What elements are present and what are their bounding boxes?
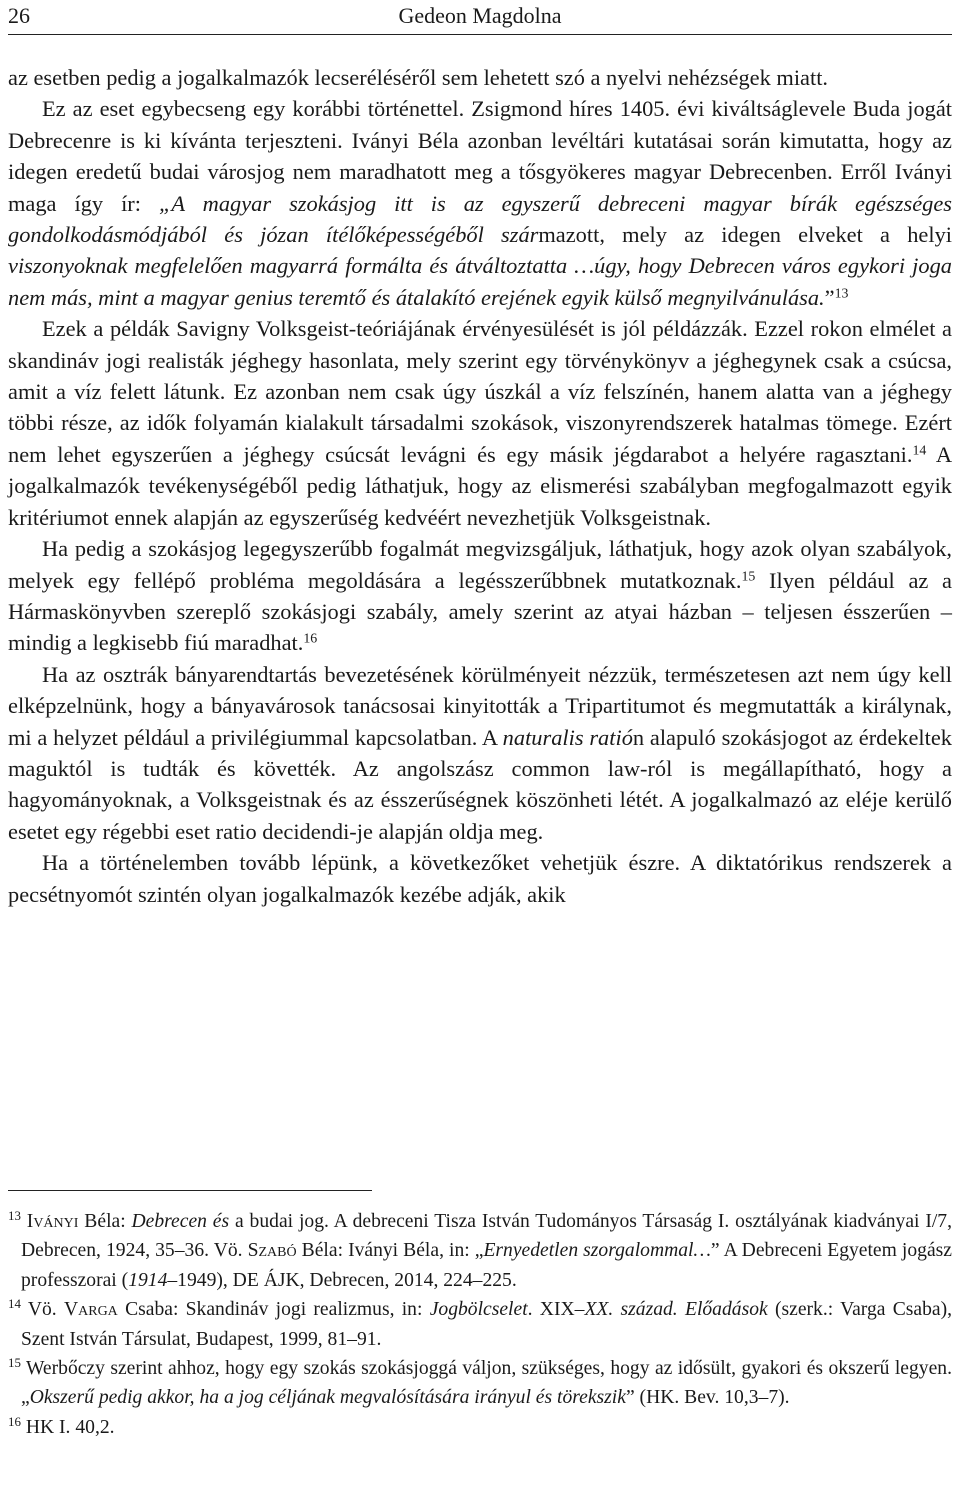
- paragraph-text: Ilyen például az a Hármaskönyvben szereplő szokásjogi szabály, amely szerint az atyai házban – teljesen ésszerűen – mindig a legkisebb fiú maradhat.: [8, 567, 952, 656]
- title-italic: Ernyedetlen szorgalommal…: [483, 1240, 711, 1262]
- author-name: Iványi: [26, 1211, 79, 1232]
- quotation-italic: Okszerű pedig akkor, ha a jog céljának megvalósítására irányul és törekszik: [29, 1387, 626, 1409]
- footnote-text: Béla: Iványi Béla, in: „: [296, 1240, 484, 1262]
- footnote-text: ” (HK. Bev. 10,3–7).: [625, 1387, 790, 1409]
- author-name: Varga: [63, 1299, 118, 1321]
- paragraph-3: [8, 313, 952, 533]
- title-italic: XX. század. Előadások: [584, 1299, 768, 1321]
- footnote-ref-14[interactable]: 14: [912, 443, 927, 459]
- paragraph-5: [8, 659, 952, 847]
- footnote-text: a budai jog. A debreceni Tisza István Tudományos Társaság I. osztályának kiadványai I/7, Debrecen, 1924, 35–36. Vö.: [21, 1211, 952, 1262]
- title-italic: Jogbölcselet: [429, 1299, 528, 1321]
- footnote-text: –1949), DE ÁJK, Debrecen, 2014, 224–225.: [167, 1269, 517, 1291]
- footnote-text: Vö.: [27, 1299, 64, 1321]
- footnote-divider: [8, 1190, 372, 1191]
- paragraph-4: [8, 533, 952, 659]
- footnote-text: Csaba: Skandináv jogi realizmus, in:: [117, 1299, 430, 1321]
- footnote-ref-16[interactable]: 16: [303, 631, 318, 647]
- footnote-number: 15: [8, 1354, 21, 1370]
- running-head-author: Gedeon Magdolna: [398, 3, 562, 28]
- footnote-text: Werbőczy szerint ahhoz, hogy egy szokás szokásjoggá váljon, szükséges, hogy az idősült, gyakori és okszerű legyen. „: [21, 1358, 952, 1409]
- body-text: [8, 62, 952, 910]
- page-number: 26: [8, 3, 30, 28]
- footnote-number: 13: [8, 1207, 21, 1223]
- paragraph-text: Ha a történelemben tovább lépünk, a következőket vehetjük észre. A diktatórikus rendszerek a pecsétnyomót szintén olyan jogalkalmazók kezébe adják, akik: [8, 850, 952, 907]
- page-header: [8, 0, 952, 35]
- quotation-italic: „A magyar szokásjog itt is az egyszerű debreceni magyar bírák egészséges gondolkodásmódjából és józan ítélőképességéből szár: [8, 190, 953, 248]
- footnote-15: [8, 1354, 952, 1413]
- footnote-number: 16: [8, 1413, 21, 1429]
- footnote-13: [8, 1207, 952, 1295]
- paragraph-text: az esetben pedig a jogalkalmazók lecseréléséről sem lehetett szó a nyelvi nehézségek miatt.: [8, 65, 829, 90]
- footnote-14: [8, 1295, 952, 1354]
- closing-quote: ”: [824, 284, 835, 310]
- paragraph-text: A jogalkalmazók tevékenységéből pedig láthatjuk, hogy az elismerési szabályban megfogalmazott egyik kritériumot ennek alapján az egyszerűség kedvéért nevezhetjük Volksgeistnak.: [8, 441, 952, 530]
- paragraph-1: [8, 62, 952, 93]
- quotation-italic: viszonyoknak megfelelően magyarrá formálta és átváltoztatta …úgy, hogy Debrecen város egykori joga nem más, mint a magyar genius teremtő és átalakító erejének egyik külső megnyilvánulása.: [8, 253, 952, 310]
- paragraph-6: [8, 847, 952, 910]
- footnote-text: HK I. 40,2.: [25, 1416, 115, 1438]
- footnote-text: . XIX–: [527, 1299, 585, 1321]
- footnote-number: 14: [8, 1296, 21, 1312]
- paragraph-text: Ez az eset egybecseng egy korábbi történettel. Zsigmond híres 1405. évi kiváltságlevele Buda jogát Debrecenre is ki kívánta terjeszteni. Iványi Béla azonban levéltári kutatásai során kimutatta, hogy az idegen eredetű budai városjog nem maradhatott meg a tősgyökeres magyar Debrecenben. Erről Iványi maga így ír:: [8, 96, 952, 216]
- footnote-ref-13[interactable]: 13: [834, 286, 849, 302]
- footnote-text: (szerk.: Varga Csaba), Szent István Társulat, Budapest, 1999, 81–91.: [21, 1299, 953, 1350]
- footnote-16: [8, 1413, 952, 1442]
- latin-term-italic: naturalis ratió: [502, 724, 633, 750]
- footnote-ref-15[interactable]: 15: [741, 568, 756, 584]
- title-italic: 1914: [128, 1269, 168, 1291]
- footnotes: [8, 1207, 952, 1442]
- paragraph-text: n alapuló szokásjogot az érdekeltek maguktól is tudták és követték. Az angolszász common law-ról is megállapítható, hogy a hagyományoknak, a Volksgeistnak és az ésszerűségnek köszönheti létét. A jogalkalmazó az eléje kerülő esetet egy régebbi eset ratio decidendi-je alapján oldja meg.: [8, 724, 953, 844]
- paragraph-2: [8, 93, 952, 313]
- paragraph-text: mazott, mely az idegen elveket a helyi: [538, 222, 953, 248]
- title-italic: Debrecen és: [131, 1211, 230, 1232]
- footnote-text: Béla:: [78, 1211, 132, 1232]
- author-name: Szabó: [247, 1240, 297, 1262]
- paragraph-text: Ha az osztrák bányarendtartás bevezetésének körülményeit nézzük, természetesen azt nem úgy kell elképzelnünk, hogy a bányavárosok tanácsosai kinyitották a Tripartitumot és megmutatták a királynak, mi a helyzet például a privilégiummal kapcsolatban. A: [8, 661, 952, 750]
- paragraph-text: Ezek a példák Savigny Volksgeist-teóriájának érvényesülését is jól példázzák. Ezzel rokon elmélet a skandináv jogi realisták jéghegy hasonlata, mely szerint egy törvénykönyv a jéghegynek csak a csúcsa, amit a víz felett látunk. Ez azonban nem csak úgy úszkál a víz felszínén, hanem alatta van a jéghegy többi része, az idők folyamán kialakult társadalmi szokások, viszonyrendszerek hatalmas tömege. Ezért nem lehet egyszerűen a jéghegy csúcsát levágni és egy másik jégdarabot a helyére ragasztani.: [8, 316, 952, 467]
- footnote-text: ” A Debreceni Egyetem jogász professzorai (: [21, 1240, 952, 1291]
- paragraph-text: Ha pedig a szokásjog legegyszerűbb fogalmát megvizsgáljuk, láthatjuk, hogy azok olyan szabályok, melyek egy fellépő probléma megoldására a legésszerűbbnek mutatkoznak.: [8, 536, 952, 593]
